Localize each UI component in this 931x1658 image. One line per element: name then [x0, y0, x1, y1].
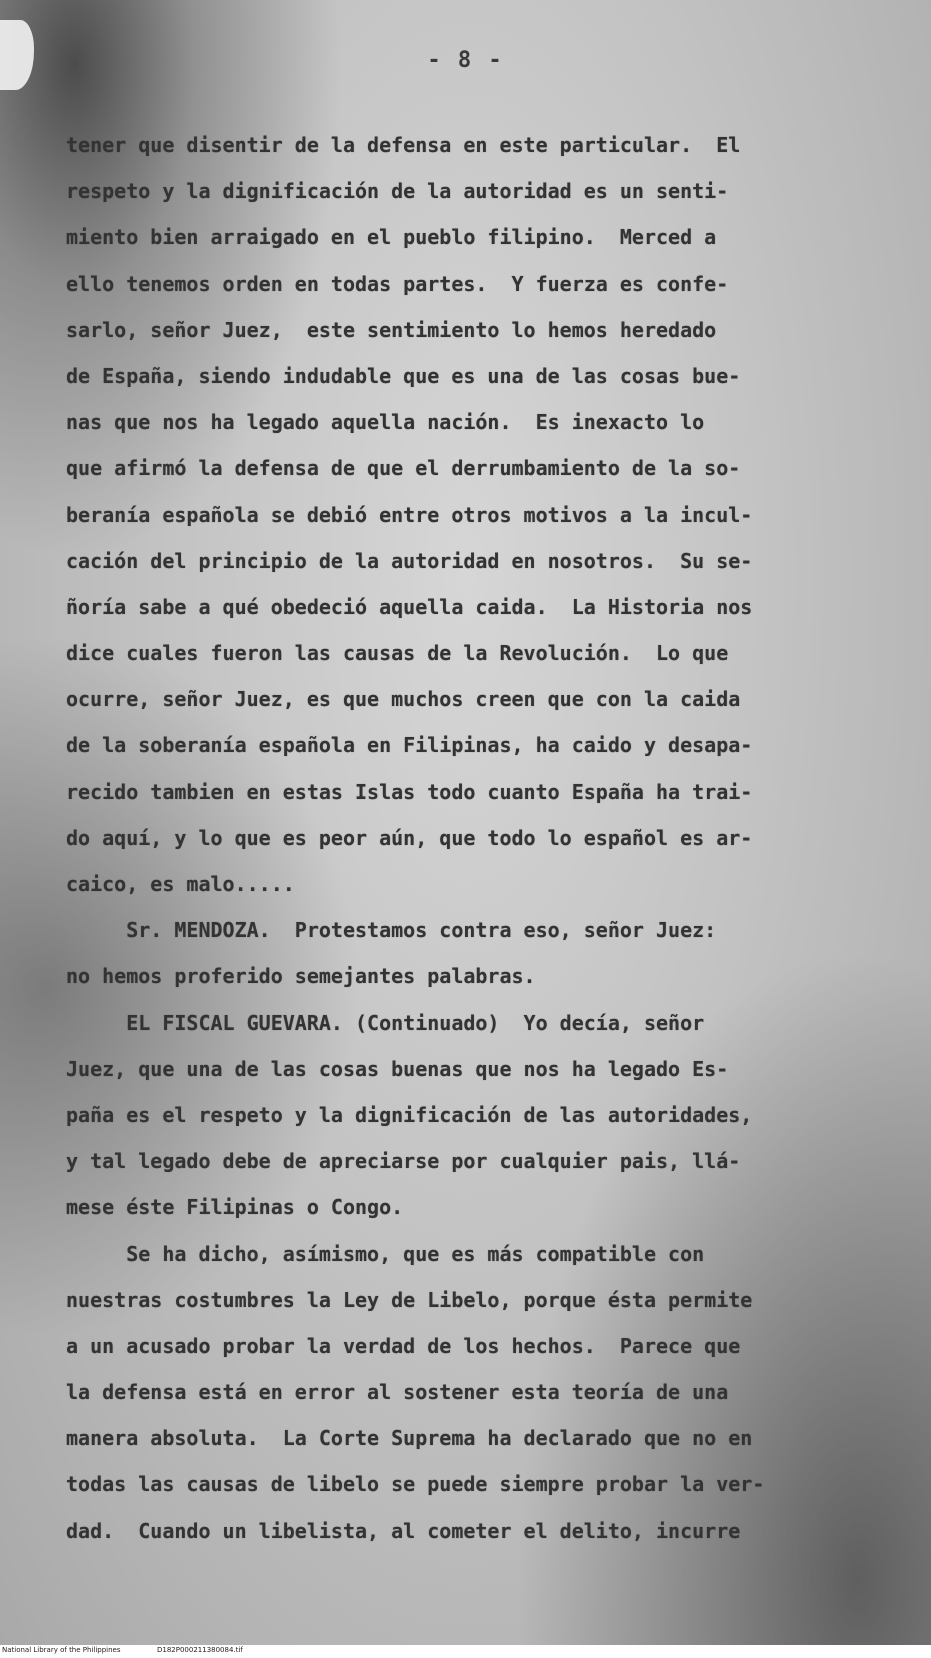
- text-line: dad. Cuando un libelista, al cometer el delito, incurre: [66, 1518, 741, 1543]
- text-line: caico, es malo.....: [66, 872, 295, 896]
- library-credit: National Library of the Philippines: [2, 1646, 121, 1654]
- body-text: [66, 122, 888, 1554]
- text-line: que afirmó la defensa de que el derrumbamiento de la so-: [66, 456, 741, 481]
- page-number: - 8 -: [427, 48, 504, 73]
- text-line: a un acusado probar la verdad de los hechos. Parece que: [66, 1333, 741, 1358]
- text-line: paña es el respeto y la dignificación de las autoridades,: [66, 1102, 753, 1127]
- text-line: miento bien arraigado en el pueblo filipino. Merced a: [66, 225, 717, 250]
- text-line: nas que nos ha legado aquella nación. Es inexacto lo: [66, 410, 705, 435]
- text-line: Juez, que una de las cosas buenas que nos ha legado Es-: [66, 1056, 729, 1081]
- text-line: respeto y la dignificación de la autoridad es un senti-: [66, 179, 729, 204]
- text-line: beranía española se debió entre otros motivos a la incul-: [66, 502, 753, 527]
- text-line: recido tambien en estas Islas todo cuanto España ha trai-: [66, 779, 753, 804]
- text-line: ocurre, señor Juez, es que muchos creen que con la caida: [66, 687, 741, 712]
- text-line: la defensa está en error al sostener esta teoría de una: [66, 1380, 729, 1405]
- text-line: Se ha dicho, asímismo, que es más compatible con: [66, 1241, 705, 1266]
- text-line: dice cuales fueron las causas de la Revolución. Lo que: [66, 641, 729, 666]
- text-line: ñoría sabe a qué obedeció aquella caida. La Historia nos: [66, 594, 753, 619]
- text-line: de España, siendo indudable que es una de las cosas bue-: [66, 363, 741, 388]
- text-line: de la soberanía española en Filipinas, ha caido y desapa-: [66, 733, 753, 758]
- text-line: Sr. MENDOZA. Protestamos contra eso, señor Juez:: [66, 918, 717, 943]
- text-line: do aquí, y lo que es peor aún, que todo lo español es ar-: [66, 825, 753, 850]
- text-line: tener que disentir de la defensa en este particular. El: [66, 133, 741, 157]
- text-line: EL FISCAL GUEVARA. (Continuado) Yo decía, señor: [66, 1010, 705, 1035]
- text-line: nuestras costumbres la Ley de Libelo, porque ésta permite: [66, 1287, 753, 1312]
- text-line: no hemos proferido semejantes palabras.: [66, 964, 536, 989]
- text-line: todas las causas de libelo se puede siempre probar la ver-: [66, 1472, 765, 1497]
- text-line: manera absoluta. La Corte Suprema ha declarado que no en: [66, 1426, 753, 1451]
- file-name: D182P000211380084.tif: [157, 1646, 243, 1654]
- text-line: y tal legado debe de apreciarse por cualquier pais, llá-: [66, 1149, 741, 1174]
- text-line: cación del principio de la autoridad en nosotros. Su se-: [66, 548, 753, 573]
- text-line: mese éste Filipinas o Congo.: [66, 1195, 404, 1220]
- text-line: ello tenemos orden en todas partes. Y fuerza es confe-: [66, 271, 729, 296]
- scan-footer: [0, 1645, 931, 1658]
- text-line: sarlo, señor Juez, este sentimiento lo hemos heredado: [66, 317, 717, 342]
